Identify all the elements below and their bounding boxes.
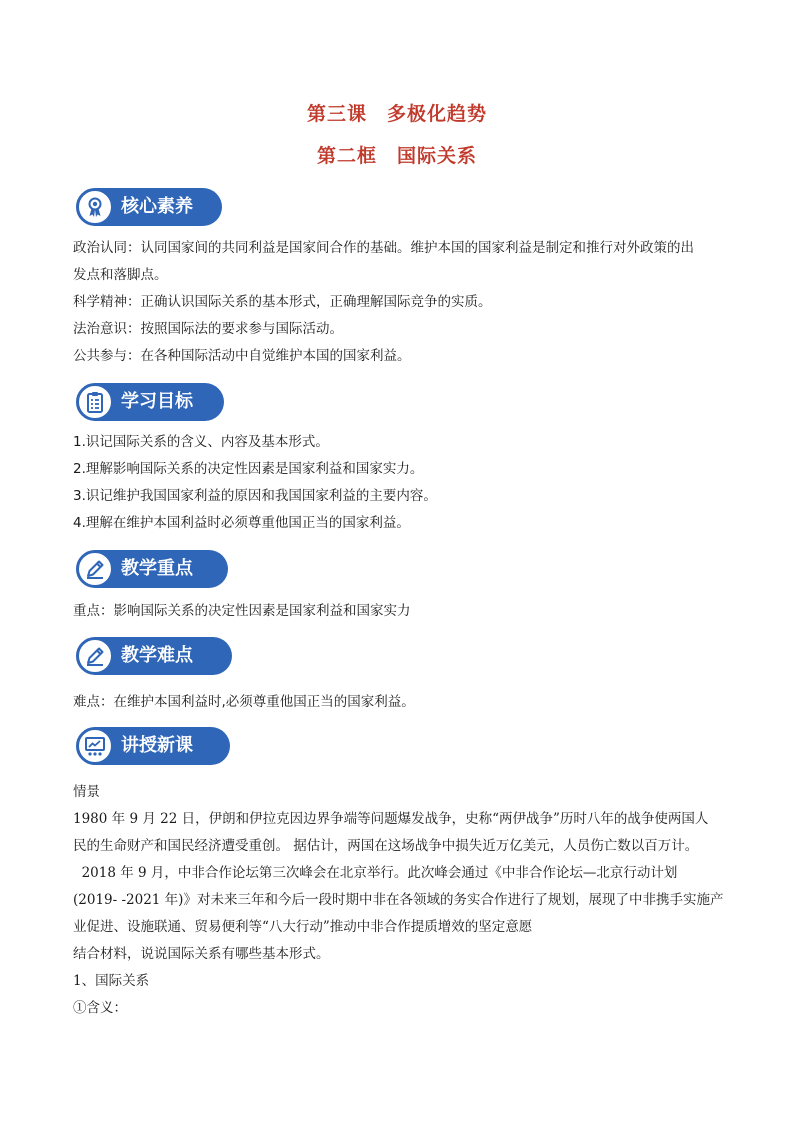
- key-point-text: [73, 598, 728, 625]
- section-heading-lecture: 讲授新课: [121, 735, 193, 756]
- core-line: 科学精神：正确认识国际关系的基本形式，正确理解国际竞争的实质。: [73, 294, 492, 310]
- difficult-point: 难点：在维护本国利益时,必须尊重他国正当的国家利益。: [73, 694, 415, 710]
- pencil-icon: [76, 550, 114, 588]
- goal-item: 2.理解影响国际关系的决定性因素是国家利益和国家实力。: [73, 461, 424, 477]
- lecture-line: (2019- -2021 年)》对未来三年和今后一段时期中非在各领域的务实合作进行了规划，展现了中非携手实施产: [73, 892, 724, 908]
- core-line: 发点和落脚点。: [73, 267, 168, 283]
- goal-item: 4.理解在维护本国利益时必须尊重他国正当的国家利益。: [73, 515, 410, 531]
- learning-goals-list: [73, 429, 728, 537]
- lecture-line: 1980 年 9 月 22 日，伊朗和伊拉克因边界争端等问题爆发战争，史称“两伊战争”历时八年的战争使两国人: [73, 811, 709, 827]
- lecture-line: 1、国际关系: [73, 973, 150, 989]
- lecture-line: 民的生命财产和国民经济遭受重创。 据估计，两国在这场战争中损失近万亿美元，人员伤亡数以百万计。: [73, 838, 699, 854]
- difficult-point-text: [73, 689, 728, 716]
- section-title: 第二框 国际关系: [316, 145, 477, 167]
- medal-icon: [76, 188, 114, 226]
- section-heading-goals: 学习目标: [121, 391, 193, 412]
- pencil-icon: [76, 637, 114, 675]
- lecture-line: 业促进、设施联通、贸易便利等“八大行动”推动中非合作提质增效的坚定意愿: [73, 919, 533, 935]
- core-line: 公共参与：在各种国际活动中自觉维护本国的国家利益。: [73, 348, 411, 364]
- presentation-icon: [76, 727, 114, 765]
- lecture-line: 结合材料，说说国际关系有哪些基本形式。: [73, 946, 330, 962]
- core-line: 法治意识：按照国际法的要求参与国际活动。: [73, 321, 343, 337]
- lecture-line: 情景: [73, 784, 100, 800]
- lecture-line: 2018 年 9 月，中非合作论坛第三次峰会在北京举行。此次峰会通过《中非合作论坛—北京行动计划: [73, 865, 678, 881]
- clipboard-checklist-icon: [76, 383, 114, 421]
- goal-item: 1.识记国际关系的含义、内容及基本形式。: [73, 434, 329, 450]
- section-heading-key: 教学重点: [121, 558, 193, 579]
- goal-item: 3.识记维护我国国家利益的原因和我国国家利益的主要内容。: [73, 488, 437, 504]
- lecture-content: [73, 779, 733, 1022]
- key-point: 重点：影响国际关系的决定性因素是国家利益和国家实力: [73, 603, 411, 619]
- section-heading-core: 核心素养: [121, 196, 193, 217]
- core-literacy-text: [73, 235, 728, 370]
- lesson-title: 第三课 多极化趋势: [306, 103, 487, 125]
- core-line: 政治认同：认同国家间的共同利益是国家间合作的基础。维护本国的国家利益是制定和推行对外政策的出: [73, 240, 694, 256]
- section-heading-difficult: 教学难点: [121, 645, 193, 666]
- lecture-line: ①含义：: [73, 1000, 127, 1016]
